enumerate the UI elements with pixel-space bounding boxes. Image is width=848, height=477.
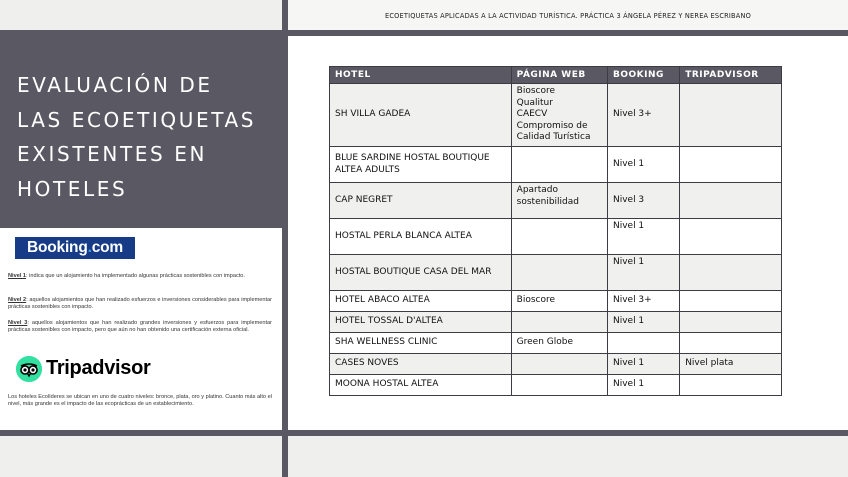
hotel-name-cell: HOSTAL BOUTIQUE CASA DEL MAR (330, 255, 512, 291)
booking-cell: Nivel 1 (607, 375, 679, 396)
booking-logo-dot: . (87, 239, 92, 256)
table-header-row (330, 67, 782, 84)
table-row (330, 183, 782, 219)
tripadvisor-cell (680, 312, 782, 333)
tripadvisor-owl-icon (16, 356, 42, 382)
hotel-name-cell: HOTEL TOSSAL D'ALTEA (330, 312, 512, 333)
booking-level-label: Nivel 1 (8, 273, 27, 279)
booking-level-note (8, 273, 272, 280)
web-label: Bioscore (516, 86, 556, 97)
table-row (330, 354, 782, 375)
web-cell (511, 84, 607, 147)
table-row (330, 375, 782, 396)
booking-logo (15, 237, 135, 259)
title-line: HOTELES (17, 176, 128, 201)
bottom-left-strip (0, 436, 282, 477)
tripadvisor-cell (680, 84, 782, 147)
tripadvisor-cell (680, 291, 782, 312)
booking-cell (607, 333, 679, 354)
booking-cell: Nivel 3 (607, 183, 679, 219)
web-cell (511, 354, 607, 375)
tripadvisor-cell (680, 219, 782, 255)
booking-logo-tld: com (91, 239, 123, 256)
web-cell: Bioscore (511, 291, 607, 312)
web-cell (511, 375, 607, 396)
tripadvisor-cell: Nivel plata (680, 354, 782, 375)
column-header-hotel: HOTEL (330, 67, 512, 84)
hotels-table (329, 66, 782, 396)
booking-logo-main: Booking (27, 239, 88, 256)
web-cell (511, 255, 607, 291)
column-header-tripadvisor: TRIPADVISOR (680, 67, 782, 84)
tripadvisor-cell (680, 333, 782, 354)
table-row (330, 333, 782, 354)
title-line: EVALUACIÓN DE (17, 73, 213, 97)
booking-level-text: : aquellos alojamientos que han realizado esfuerzos e inversiones considerables para implementar prácticas sostenibles con impacto. (8, 297, 272, 311)
bottom-right-strip (288, 436, 848, 477)
table-row (330, 147, 782, 183)
web-cell: Green Globe (511, 333, 607, 354)
booking-level-label: Nivel 2 (8, 297, 27, 303)
web-label: Qualitur (516, 97, 553, 108)
title-line: EXISTENTES EN (17, 142, 208, 166)
table-row (330, 84, 782, 147)
hotel-name-cell: HOTEL ABACO ALTEA (330, 291, 512, 312)
top-left-strip (0, 0, 282, 30)
web-label: Compromiso de Calidad Turística (516, 120, 591, 143)
tripadvisor-cell (680, 147, 782, 183)
document-header: ECOETIQUETAS APLICADAS A LA ACTIVIDAD TURÍSTICA. PRÁCTICA 3 ÁNGELA PÉREZ Y NEREA ESCRIBANO (384, 12, 752, 20)
tripadvisor-cell (680, 183, 782, 219)
hotel-name-cell: HOSTAL PERLA BLANCA ALTEA (330, 219, 512, 255)
table-row (330, 255, 782, 291)
table-row (330, 291, 782, 312)
tripadvisor-cell (680, 255, 782, 291)
web-cell (511, 147, 607, 183)
web-label: CAECV (516, 109, 548, 120)
tripadvisor-logo-text: Tripadvisor (46, 357, 151, 379)
hotel-name-cell: CAP NEGRET (330, 183, 512, 219)
booking-cell: Nivel 1 (607, 147, 679, 183)
hotel-name-cell: BLUE SARDINE HOSTAL BOUTIQUE ALTEA ADULTS (330, 147, 512, 183)
booking-cell: Nivel 1 (607, 354, 679, 375)
table-row (330, 219, 782, 255)
column-header-booking: BOOKING (607, 67, 679, 84)
booking-level-note (8, 297, 272, 311)
hotel-name-cell: MOONA HOSTAL ALTEA (330, 375, 512, 396)
hotel-name-cell: SH VILLA GADEA (330, 84, 512, 147)
hotel-name-cell: SHA WELLNESS CLINIC (330, 333, 512, 354)
tripadvisor-note: Los hoteles Ecolíderes se ubican en uno de cuatro niveles: bronce, plata, oro y platino. Cuanto más alto el nivel, más grande es el impacto de las ecoprácticas de un establecimiento. (8, 394, 272, 408)
title-line: LAS ECOETIQUETAS (17, 107, 257, 132)
booking-level-label: Nivel 3 (8, 320, 28, 326)
booking-cell: Nivel 3+ (607, 84, 679, 147)
booking-level-text: : indica que un alojamiento ha implementado algunas prácticas sostenibles con impacto. (26, 273, 245, 279)
web-cell: Apartado sostenibilidad (511, 183, 607, 219)
booking-cell: Nivel 1 (607, 312, 679, 333)
booking-level-text: : aquellos alojamientos que han realizado grandes inversiones y esfuerzos para implementar prácticas sostenibles con impacto, pero que aún no han obtenido una certificación externa oficial. (8, 320, 272, 334)
booking-cell: Nivel 1 (607, 219, 679, 255)
booking-level-note (8, 320, 272, 334)
booking-cell: Nivel 1 (607, 255, 679, 291)
tripadvisor-cell (680, 375, 782, 396)
web-cell (511, 312, 607, 333)
booking-cell: Nivel 3+ (607, 291, 679, 312)
page-title (17, 68, 279, 206)
column-header-web: PÁGINA WEB (511, 67, 607, 84)
hotel-name-cell: CASES NOVES (330, 354, 512, 375)
table-row (330, 312, 782, 333)
web-cell (511, 219, 607, 255)
